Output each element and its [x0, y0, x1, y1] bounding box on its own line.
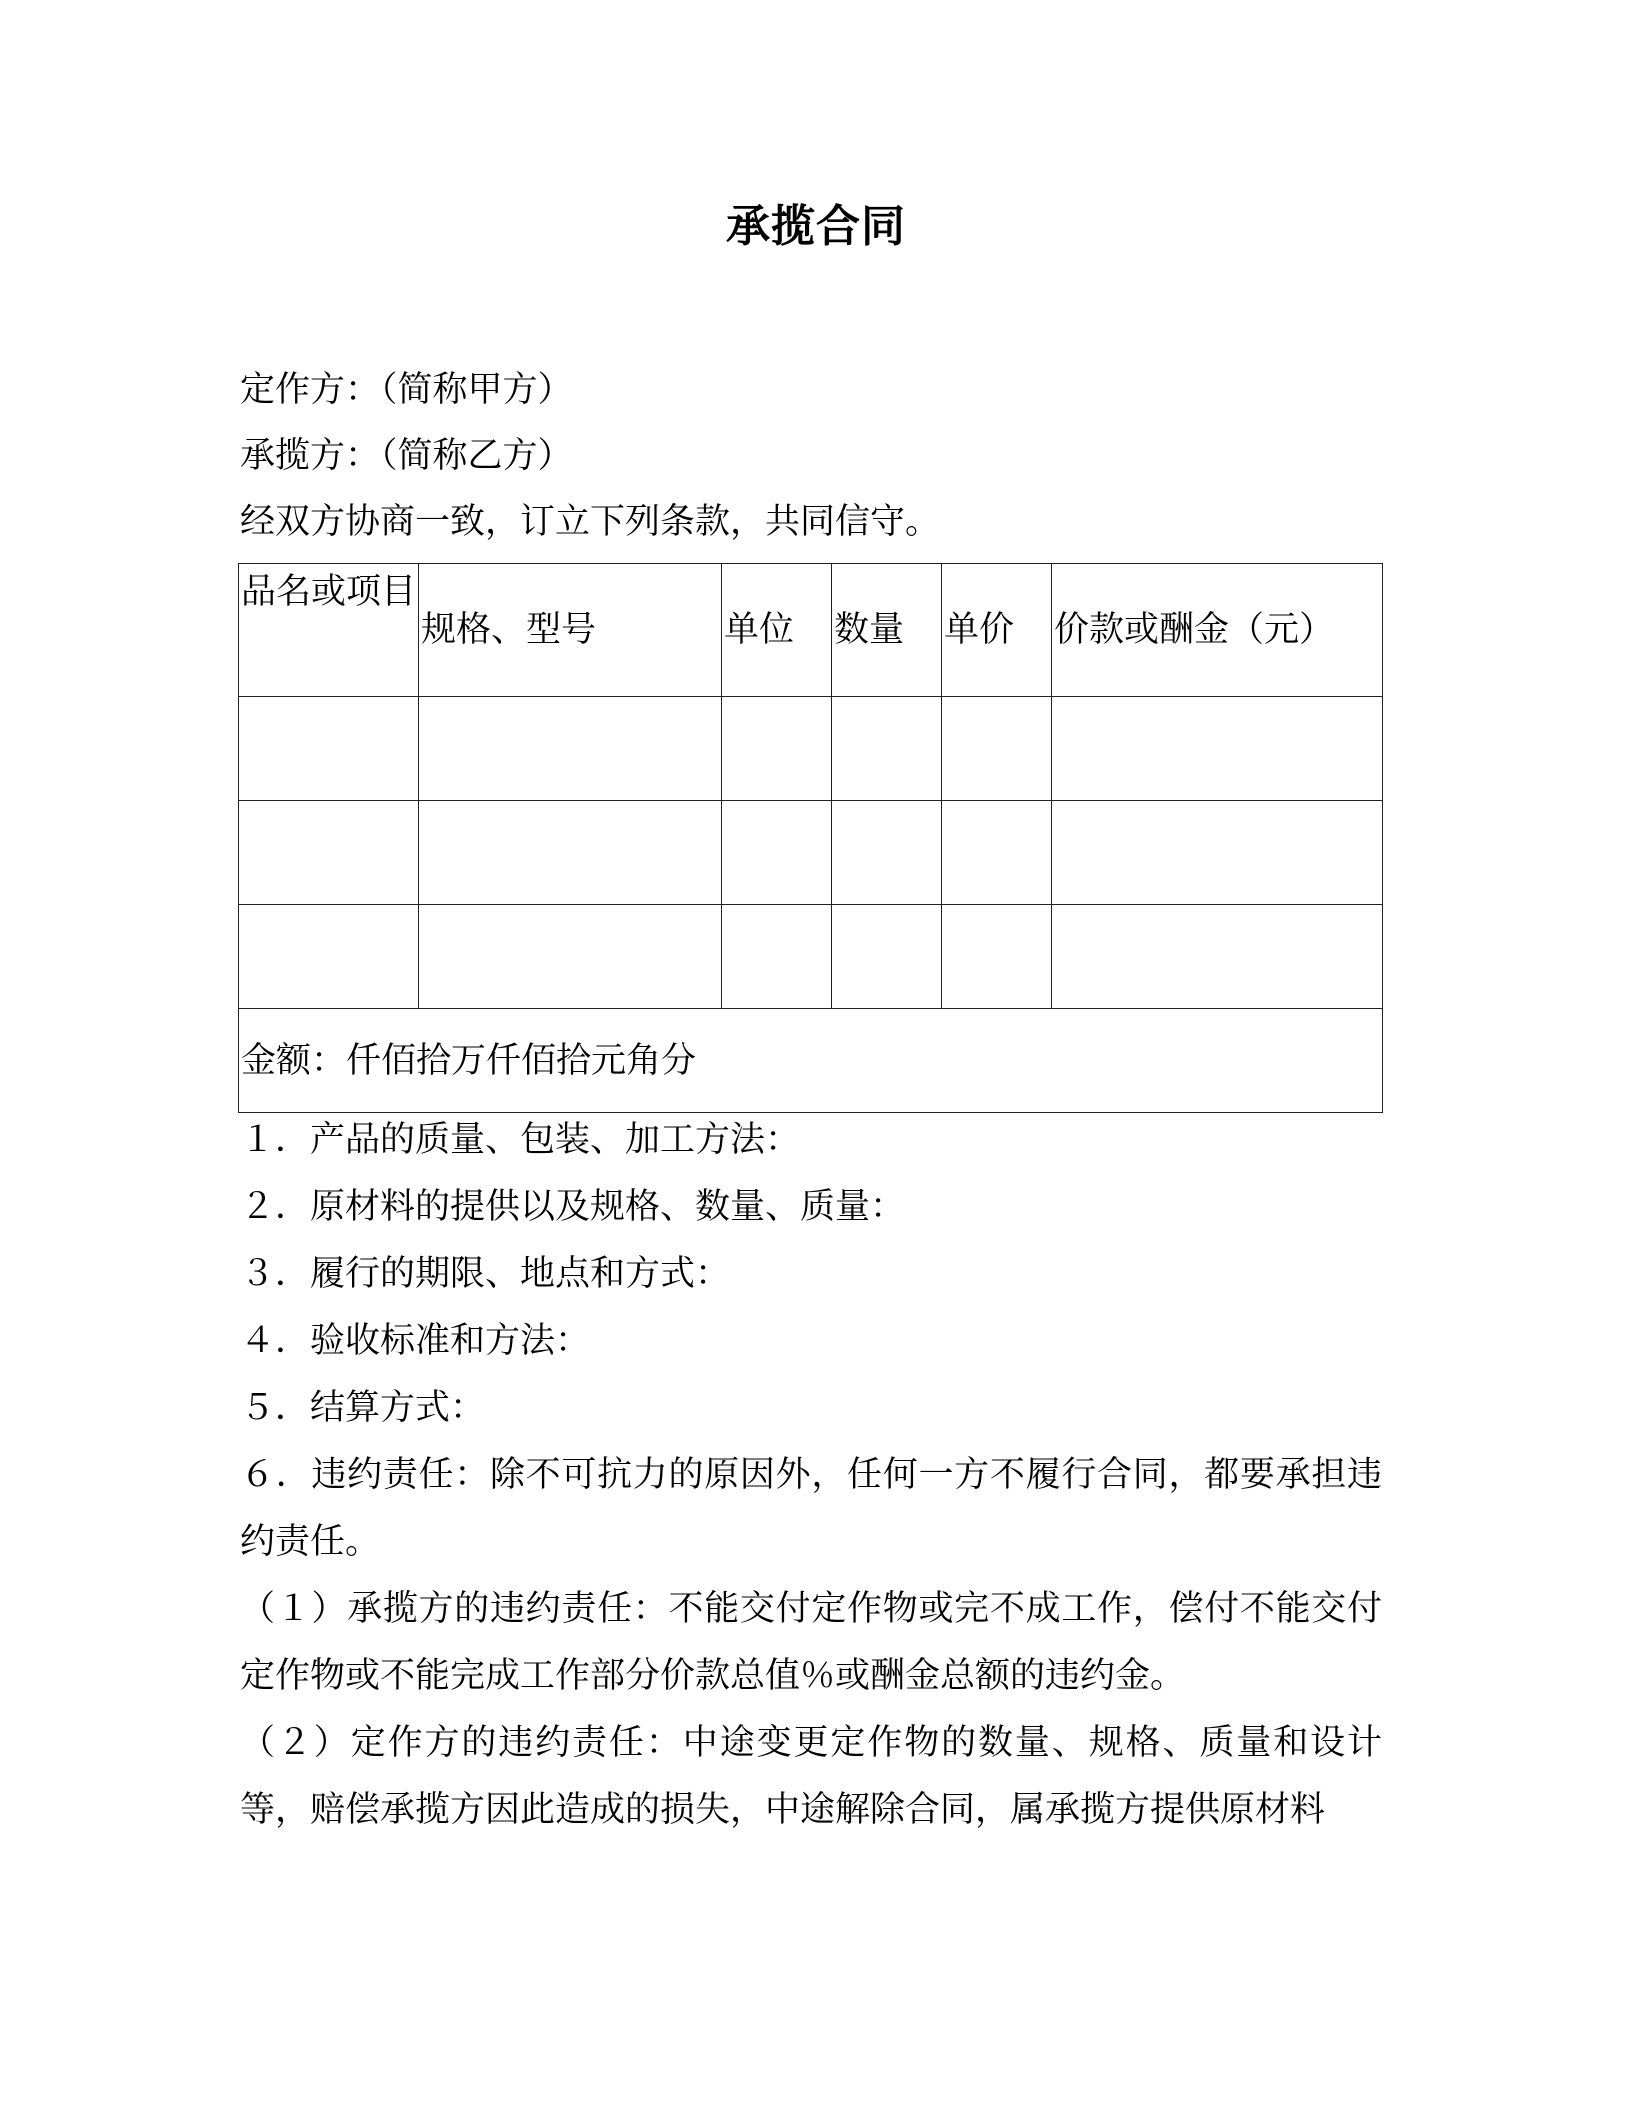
table-cell	[239, 801, 419, 905]
header-unit-price: 单价	[942, 564, 1052, 697]
table-row	[239, 905, 1383, 1009]
party-b-line: 承揽方：（简称乙方）	[240, 436, 573, 476]
table-cell	[722, 697, 832, 801]
clause-1: １．产品的质量、包装、加工方法：	[240, 1120, 801, 1160]
table-cell	[419, 905, 722, 1009]
clause-4: ４．验收标准和方法：	[240, 1321, 591, 1361]
table-cell	[419, 801, 722, 905]
clause-3: ３．履行的期限、地点和方式：	[240, 1254, 731, 1294]
party-a-line: 定作方：（简称甲方）	[240, 370, 573, 410]
table-row	[239, 697, 1383, 801]
clause-6: ６．违约责任：除不可抗力的原因外，任何一方不履行合同，都要承担违约责任。	[240, 1455, 1382, 1562]
table-row	[239, 801, 1383, 905]
clause-2: ２．原材料的提供以及规格、数量、质量：	[240, 1187, 906, 1227]
header-spec-model: 规格、型号	[419, 564, 722, 697]
table-cell	[942, 801, 1052, 905]
table-cell	[722, 801, 832, 905]
table-cell	[1052, 697, 1383, 801]
header-quantity: 数量	[832, 564, 942, 697]
header-price-fee: 价款或酬金（元）	[1052, 564, 1383, 697]
table-cell	[942, 697, 1052, 801]
intro-line: 经双方协商一致，订立下列条款，共同信守。	[240, 502, 941, 542]
header-unit: 单位	[722, 564, 832, 697]
table-cell	[832, 697, 942, 801]
table-cell	[832, 801, 942, 905]
table-cell	[239, 905, 419, 1009]
table-header-row	[239, 564, 1383, 697]
amount-cell: 金额：仟佰拾万仟佰拾元角分	[239, 1009, 1383, 1113]
clause-6-1: （１）承揽方的违约责任：不能交付定作物或完不成工作，偿付不能交付定作物或不能完成工作部分价款总值％或酬金总额的违约金。	[240, 1589, 1382, 1696]
table-cell	[239, 697, 419, 801]
table-cell	[1052, 801, 1383, 905]
table-cell	[722, 905, 832, 1009]
table-cell	[1052, 905, 1383, 1009]
amount-row	[239, 1009, 1383, 1113]
items-table	[238, 563, 1383, 1113]
table-cell	[942, 905, 1052, 1009]
clause-5: ５．结算方式：	[240, 1388, 486, 1428]
table-cell	[419, 697, 722, 801]
header-item-name: 品名或项目	[239, 564, 419, 697]
table-cell	[832, 905, 942, 1009]
document-title: 承揽合同	[726, 201, 906, 252]
clause-6-2: （２）定作方的违约责任：中途变更定作物的数量、规格、质量和设计等，赔偿承揽方因此造成的损失，中途解除合同，属承揽方提供原材料	[240, 1723, 1382, 1830]
